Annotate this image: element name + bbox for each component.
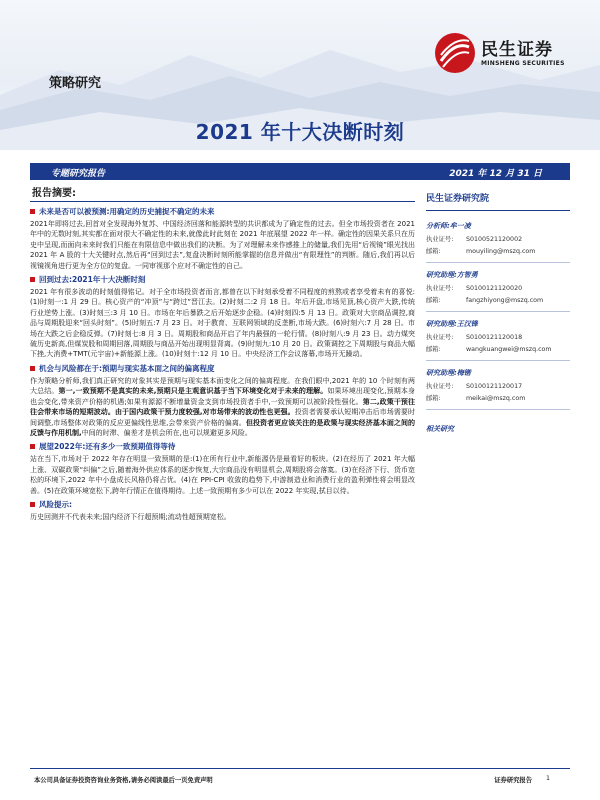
section-text: 站在当下,市场对于 2022 年存在明显一致预期的是:(1)在所有行业中,新能源仍是最看好的板块。(2)在经历了 2021 年大幅上涨、双碳政策“纠偏”之后,随着海外供应体系的逐步恢复,大宗商品没有明显机会,周期股将会落寞。(3)在经济下行、货币宽松的环境下,2022 年中小盘成长风格仍将占优。(4)在 PPI-CPI 收敛的趋势下,中游制造业和消费行业的盈利弹性将会明显改善。(5)在政策环境宽松下,跨年行情正在值得期待。上述一致预期有多少可以在 2022 年实现,拭目以待。: [30, 455, 415, 495]
cert-row: 执业证号: S0100121120018: [426, 334, 523, 341]
email-link[interactable]: meikai@mszq.com: [466, 395, 526, 402]
cert-row: 执业证号: S0100121120020: [426, 285, 523, 292]
report-type: 专题研究报告: [51, 169, 106, 179]
divider: [426, 311, 570, 312]
report-title: 2021 年十大决断时刻: [195, 120, 405, 144]
square-bullet-icon: [30, 366, 35, 371]
email-link[interactable]: wangkuangwei@mszq.com: [466, 346, 552, 353]
section-heading: 风险提示:: [30, 499, 415, 510]
page-footer: [30, 768, 570, 784]
report-type-banner: [30, 163, 570, 180]
email-link[interactable]: mouyiling@mszq.com: [466, 248, 536, 255]
cert-row: 执业证号: S0100121120017: [426, 383, 523, 390]
square-bullet-icon: [30, 277, 35, 282]
report-category: 策略研究: [49, 76, 102, 91]
cert-row: 执业证号: S0100521120002: [426, 236, 523, 243]
divider: [426, 262, 570, 263]
institute-name: 民生证券研究院: [426, 194, 490, 204]
footer-label: 证券研究报告: [494, 777, 532, 784]
email-row: 邮箱: fangzhiyong@mszq.com: [426, 295, 570, 307]
report-date: 2021 年 12 月 31 日: [449, 169, 542, 179]
section-text: 2021年即将过去,回首对全发现海外复苏、中国经济回落和能源转型的共识都成为了确定性的过去。但全市场投资者在 2021 年中的无数时刻,其实都在面对很大不确定性的未来,就像此时此刻在 2021 年底展望 2022 年一样。确定性的因果关系只在历史中呈现,而面向未来时我们只能在有限信息中做出我们的决断。为了对理解未来作感推上的储量,我们先用“后视镜”眼光找出 2021 年 A 股的十大关键时点,然后再“回到过去”,复盘决断时刻所能掌握的信息并做出“有限理性”的判断。随后,我们再以后视镜视角进行更为全方位的复盘。一同审视那个应对不确定性的自己。: [30, 220, 415, 270]
minsheng-logo-icon: [435, 33, 475, 73]
section-text-mixed: 作为策略分析师,我们真正研究的对象其实是预期与现实基本面变化之间的偏离程度。在我们眼中,2021 年的 10 个时刻有两大总结。第一,一致预期不是真实的未来,预期只是主观意识基于当下环境变化对于未来的理解。如果环境出现变化,预期本身也会变化,带来资产价格的机遇;如果有源源不断增量资金支到市场投资者手中,一致预期可以被阶段性强化。第二,政策干预往往会带来市场的短期波动。由于国内政策干预力度较强,对市场带来的波动性也更强。投资者需要承认短期冲击后市场需要时间调整,市场整体对政策的反应更偏线性思维,会带来资产价格的偏离。但投资者更应该关注的是政策与现实经济基本面之间的反馈与作用机制,中间的时滞、偏差才是机会所在,也可以规避更多风险。: [30, 376, 416, 437]
divider: [426, 409, 570, 410]
brand-logo: [435, 33, 565, 73]
square-bullet-icon: [30, 209, 35, 214]
section-text: 历史回测并不代表未来;国内经济下行超预期;流动性超预期宽松。: [30, 512, 231, 521]
summary-heading: 报告摘要:: [32, 188, 76, 199]
analyst-role: 研究助理:王汉锋: [426, 320, 478, 328]
brand-name-en: MINSHENG SECURITIES: [481, 59, 565, 67]
square-bullet-icon: [30, 502, 35, 507]
divider: [426, 360, 570, 361]
divider: [426, 210, 570, 211]
analyst-role: 研究助理:方智勇: [426, 271, 478, 279]
section-heading: 展望2022年:还有多少一致预期值得等待: [30, 441, 415, 452]
brand-name-cn: 民生证券: [481, 39, 553, 60]
analyst-role: 分析师:牟一凌: [426, 222, 471, 230]
square-bullet-icon: [30, 444, 35, 449]
email-row: 邮箱: wangkuangwei@mszq.com: [426, 344, 570, 356]
email-row: 邮箱: mouyiling@mszq.com: [426, 246, 570, 258]
analyst-sidebar: [426, 184, 570, 434]
section-heading: 回到过去:2021年十大决断时刻: [30, 274, 415, 285]
section-heading: 机会与风险都在于:预期与现实基本面之间的偏离程度: [30, 363, 415, 374]
related-research-heading: 相关研究: [426, 425, 454, 433]
section-text: 2021 年有很多波动的时刻值得铭记。对于全市场投资者而言,都曾在以下时刻承受着不同程度的煎熬或者享受着未有的喜悦:(1)时刻一:1 月 29 日。核心资产的“冲顶”与“跨过”晋江去。(2)时刻二:2 月 18 日。年后开盘,市场见顶,核心资产大跌,传统行业逆势上涨。(3)时刻三:3 月 10 日。市场在年后暴跌之后开始逐步企稳。(4)时刻四:5 月 13 日。政策对大宗商品调控,商品与周期股迎来“回头时刻”。(5)时刻五:7 月 23 日。对于教育、互联网领域的反垄断,市场大跌。(6)时刻六:7 月 28 日。市场在大跌之后企稳反弹。(7)时刻七:8 月 3 日。周期股和商品开启了年内最强的一轮行情。(8)时刻八:9 月 23 日。动力煤突破历史新高,但煤炭股和周期回落,周期股与商品开始出现明显背离。(9)时刻九:10 月 20 日。政策调控之下周期股与商品大幅下挫,大消费+TMT(元宇宙)+新能源上涨。(10)时刻十:12 月 10 日。中央经济工作会议落幕,市场开无躁动。: [30, 288, 415, 359]
email-link[interactable]: fangzhiyong@mszq.com: [466, 297, 544, 304]
footer-disclaimer: 本公司具备证券投资咨询业务资格,请务必阅读最后一页免责声明: [34, 777, 213, 784]
divider: [30, 201, 415, 202]
email-row: 邮箱: meikai@mszq.com: [426, 393, 570, 405]
summary-column: [30, 184, 415, 525]
page-number: 1: [545, 775, 550, 782]
analyst-role: 研究助理:梅锴: [426, 369, 471, 377]
section-heading: 未来是否可以被预测:用确定的历史捕捉不确定的未来: [30, 206, 415, 217]
